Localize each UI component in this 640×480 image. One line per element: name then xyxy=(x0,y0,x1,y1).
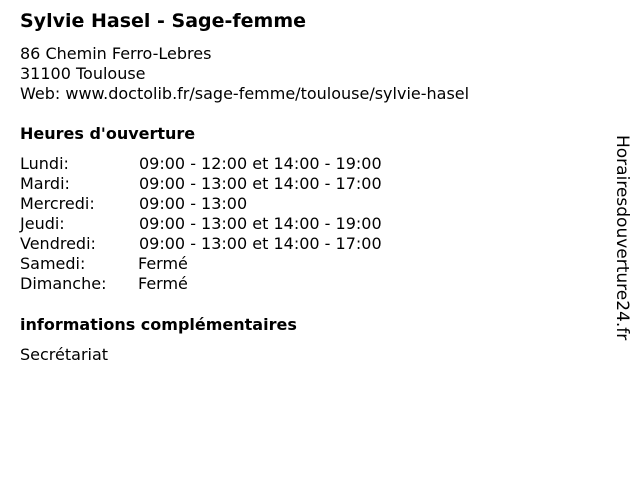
day-label: Mardi: xyxy=(20,174,70,193)
time-value: 09:00 - 13:00 xyxy=(139,194,248,213)
day-label: Samedi: xyxy=(20,254,86,273)
address-city: 31100 Toulouse xyxy=(20,64,146,83)
address-block xyxy=(20,44,469,104)
day-label: Jeudi: xyxy=(20,214,65,233)
day-label: Dimanche: xyxy=(20,274,107,293)
address-street: 86 Chemin Ferro-Lebres xyxy=(20,44,212,63)
opening-hours-heading: Heures d'ouverture xyxy=(20,124,196,143)
website-link[interactable]: Web: www.doctolib.fr/sage-femme/toulouse/sylvie-hasel xyxy=(20,84,470,103)
time-value: Fermé xyxy=(138,274,188,293)
day-label: Vendredi: xyxy=(20,234,96,253)
time-value: Fermé xyxy=(138,254,188,273)
day-label: Lundi: xyxy=(20,154,69,173)
time-value: 09:00 - 13:00 et 14:00 - 17:00 xyxy=(139,174,382,193)
additional-info-text: Secrétariat xyxy=(20,345,109,364)
site-watermark: Horairesdouverture24.fr xyxy=(612,135,632,341)
day-label: Mercredi: xyxy=(20,194,95,213)
additional-info-heading: informations complémentaires xyxy=(20,315,297,334)
page-title: Sylvie Hasel - Sage-femme xyxy=(20,10,307,32)
time-value: 09:00 - 13:00 et 14:00 - 17:00 xyxy=(139,234,382,253)
time-value: 09:00 - 13:00 et 14:00 - 19:00 xyxy=(139,214,382,233)
time-value: 09:00 - 12:00 et 14:00 - 19:00 xyxy=(139,154,382,173)
